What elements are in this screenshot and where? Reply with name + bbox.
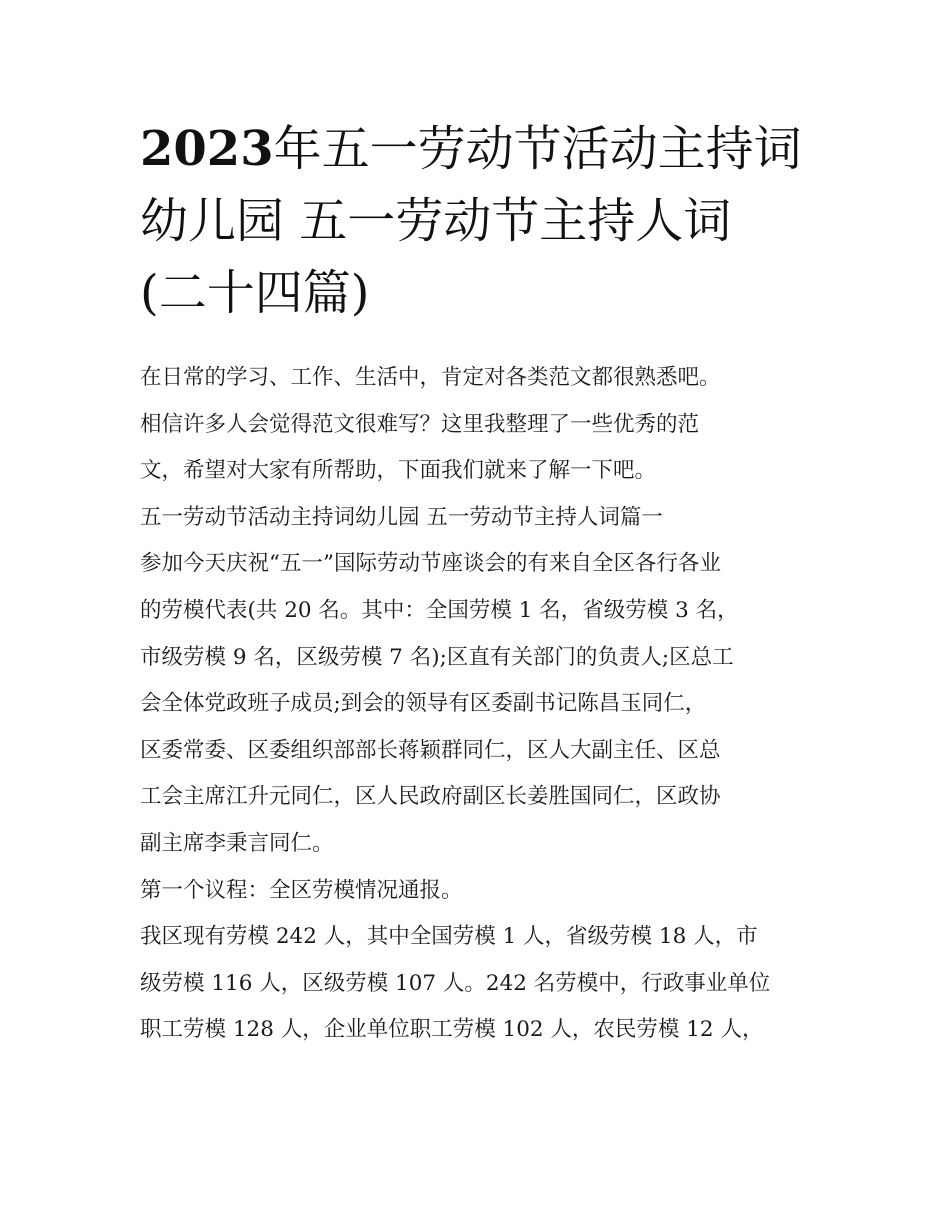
body-line-attendees-4: 会全体党政班子成员;到会的领导有区委副书记陈昌玉同仁， [140,691,707,717]
title-year: 2023 [140,121,274,177]
body-line-intro-2: 相信许多人会觉得范文很难写？这里我整理了一些优秀的范 [140,411,700,437]
body-line-attendees-6: 工会主席江升元同仁，区人民政府副区长姜胜国同仁，区政协 [140,784,721,810]
body-line-attendees-3: 市级劳模 9 名，区级劳模 7 名);区直有关部门的负责人;区总工 [140,644,734,670]
title-line-3: (二十四篇) [140,265,370,321]
title-line-1-text: 年五一劳动节活动主持词 [273,121,802,177]
body-line-report-3: 职工劳模 128 人，企业单位职工劳模 102 人，农民劳模 12 人， [140,1017,764,1043]
body-line-attendees-1: 参加今天庆祝“五一”国际劳动节座谈会的有来自全区各行各业 [140,551,721,577]
title-line-2: 幼儿园 五一劳动节主持人词 [140,193,732,249]
body-line-report-2: 级劳模 116 人，区级劳模 107 人。242 名劳模中，行政事业单位 [140,970,771,996]
agenda-item-1: 第一个议程：全区劳模情况通报。 [140,877,463,903]
body-line-attendees-5: 区委常委、区委组织部部长蒋颖群同仁，区人大副主任、区总 [140,737,721,763]
document-title [140,113,820,329]
body-line-intro-3: 文，希望对大家有所帮助，下面我们就来了解一下吧。 [140,458,657,484]
section-heading: 五一劳动节活动主持词幼儿园 五一劳动节主持人词篇一 [140,504,663,530]
body-line-attendees-2: 的劳模代表(共 20 名。其中：全国劳模 1 名，省级劳模 3 名， [140,597,739,623]
body-line-report-1: 我区现有劳模 242 人，其中全国劳模 1 人，省级劳模 18 人，市 [140,924,758,950]
title-line-1 [140,113,820,185]
body-line-intro-1: 在日常的学习、工作、生活中，肯定对各类范文都很熟悉吧。 [140,365,721,390]
body-line-attendees-7: 副主席李秉言同仁。 [140,830,334,856]
document-body [140,355,820,1054]
